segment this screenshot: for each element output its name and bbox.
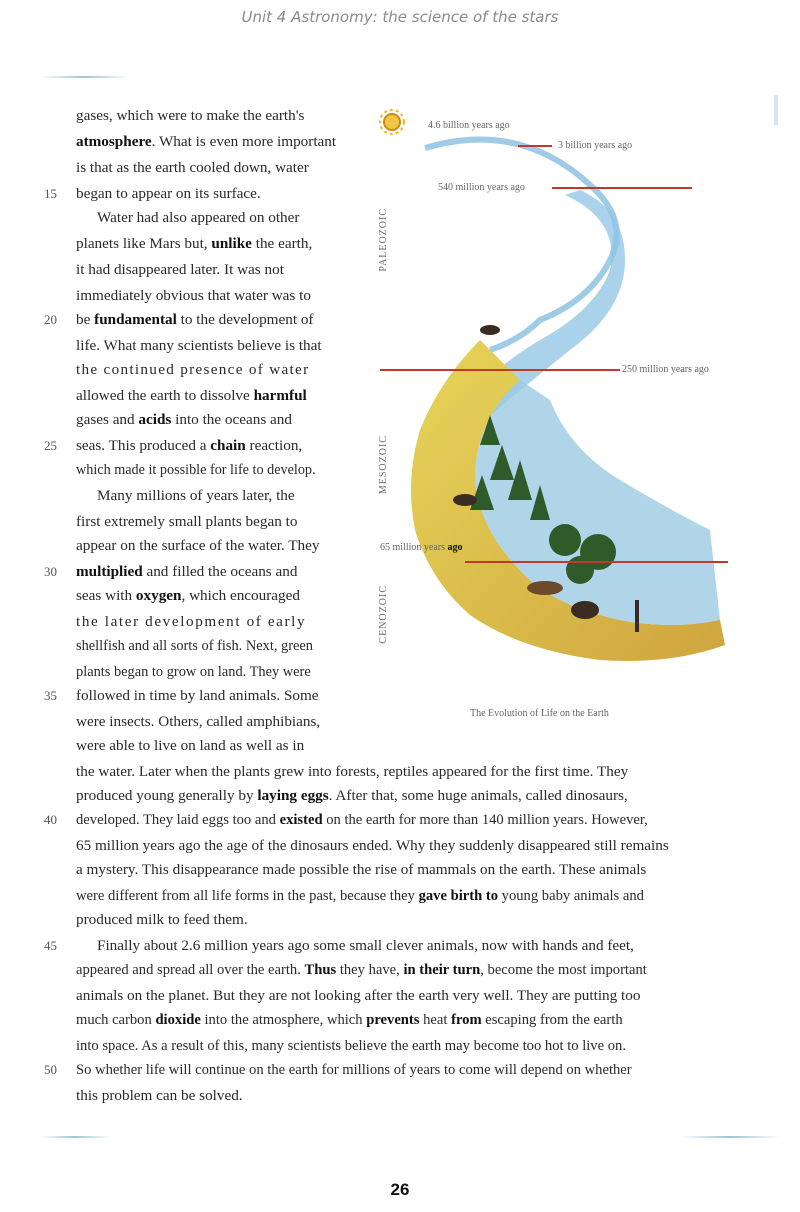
text-line: planets like Mars but, unlike the earth, — [76, 235, 313, 252]
line-number: 30 — [44, 564, 57, 579]
key-word: atmosphere — [76, 133, 152, 150]
text-line: is that as the earth cooled down, water — [76, 159, 309, 176]
text-line: Water had also appeared on other — [97, 209, 300, 226]
text-line: produced milk to feed them. — [76, 911, 248, 928]
text-line: produced young generally by laying eggs. After that, some huge animals, called dinosaurs, — [76, 787, 628, 804]
text-line: were able to live on land as well as in — [76, 737, 305, 754]
page-number: 26 — [390, 1180, 410, 1199]
text-line: appeared and spread all over the earth. Thus they have, in their turn, become the most important — [76, 962, 647, 978]
side-margin-mark — [774, 95, 778, 125]
text-line: shellfish and all sorts of fish. Next, green — [76, 638, 313, 654]
text-line: 65 million years ago the age of the dinosaurs ended. Why they suddenly disappeared still remains — [76, 837, 669, 854]
key-word: fundamental — [94, 311, 177, 328]
text-line: Finally about 2.6 million years ago some small clever animals, now with hands and feet, — [97, 937, 634, 954]
text-line: gases and acids into the oceans and — [76, 411, 292, 428]
text-line: multiplied and filled the oceans and — [76, 563, 298, 580]
text-line: the later development of early — [76, 613, 307, 630]
key-word: in their turn — [403, 962, 481, 978]
key-word: gave birth to — [418, 888, 499, 904]
text-line: into space. As a result of this, many scientists believe the earth may become too hot to live on. — [76, 1038, 626, 1054]
era-paleozoic: PALEOZOIC — [378, 208, 389, 272]
evolution-figure — [370, 100, 770, 720]
key-word: laying eggs — [257, 787, 329, 804]
key-word: acids — [138, 411, 172, 428]
evolution-illustration — [370, 100, 770, 700]
unit-header: Unit 4 Astronomy: the science of the stars — [241, 8, 559, 26]
text-line: it had disappeared later. It was not — [76, 261, 284, 278]
key-word: dioxide — [155, 1012, 201, 1028]
key-word: chain — [210, 437, 246, 454]
text-line: the continued presence of water — [76, 361, 310, 378]
key-word: multiplied — [76, 563, 143, 580]
text-line: began to appear on its surface. — [76, 185, 261, 202]
text-line: be fundamental to the development of — [76, 311, 314, 328]
text-line: appear on the surface of the water. They — [76, 537, 320, 554]
key-word: Thus — [304, 962, 337, 978]
text-line: followed in time by land animals. Some — [76, 687, 319, 704]
line-number: 15 — [44, 186, 57, 201]
line-number: 20 — [44, 312, 57, 327]
text-line: a mystery. This disappearance made possible the rise of mammals on the earth. These animals — [76, 861, 647, 878]
text-line: allowed the earth to dissolve harmful — [76, 387, 307, 404]
text-line: were different from all life forms in the past, because they gave birth to young baby animals and — [76, 888, 644, 904]
text-line: seas. This produced a chain reaction, — [76, 437, 303, 454]
key-word: from — [451, 1012, 482, 1028]
key-word: prevents — [366, 1012, 420, 1028]
text-line: gases, which were to make the earth's — [76, 107, 305, 124]
line-number: 25 — [44, 438, 57, 453]
time-label-250-million: 250 million years ago — [622, 364, 709, 375]
line-number: 40 — [44, 812, 57, 827]
footer-divider-left — [40, 1136, 110, 1138]
era-mesozoic: MESOZOIC — [378, 435, 389, 495]
footer-divider-right — [680, 1136, 780, 1138]
header-divider — [40, 76, 130, 78]
text-line: animals on the planet. But they are not looking after the earth very well. They are putting too — [76, 987, 641, 1004]
line-number: 50 — [44, 1062, 57, 1077]
key-word: unlike — [211, 235, 252, 252]
text-line: Many millions of years later, the — [97, 487, 295, 504]
text-line: first extremely small plants began to — [76, 513, 298, 530]
text-line: developed. They laid eggs too and existed on the earth for more than 140 million years. However, — [76, 812, 648, 828]
time-label-65-million: 65 million years ago — [380, 542, 463, 553]
text-line: much carbon dioxide into the atmosphere, which prevents heat from escaping from the earth — [76, 1012, 623, 1028]
text-line: this problem can be solved. — [76, 1087, 243, 1104]
key-word: oxygen — [135, 587, 182, 604]
text-line: were insects. Others, called amphibians, — [76, 713, 321, 730]
time-label-3-billion: 3 billion years ago — [558, 140, 633, 151]
text-line: life. What many scientists believe is that — [76, 337, 322, 354]
era-cenozoic: CENOZOIC — [378, 585, 389, 644]
text-line: seas with oxygen, which encouraged — [76, 587, 300, 604]
sun-icon — [380, 110, 404, 134]
key-word: existed — [279, 812, 323, 828]
line-number: 45 — [44, 938, 57, 953]
text-line: which made it possible for life to develop. — [76, 462, 316, 478]
text-line: atmosphere. What is even more important — [76, 133, 337, 150]
text-line: immediately obvious that water was to — [76, 287, 311, 304]
key-word: harmful — [253, 387, 307, 404]
time-label-4-6-billion: 4.6 billion years ago — [428, 120, 510, 131]
text-line: the water. Later when the plants grew into forests, reptiles appeared for the first time. They — [76, 763, 629, 780]
line-number: 35 — [44, 688, 57, 703]
text-line: plants began to grow on land. They were — [76, 664, 311, 680]
figure-caption: The Evolution of Life on the Earth — [470, 708, 609, 719]
time-label-540-million: 540 million years ago — [438, 182, 525, 193]
text-line: So whether life will continue on the earth for millions of years to come will depend on whether — [76, 1062, 632, 1078]
